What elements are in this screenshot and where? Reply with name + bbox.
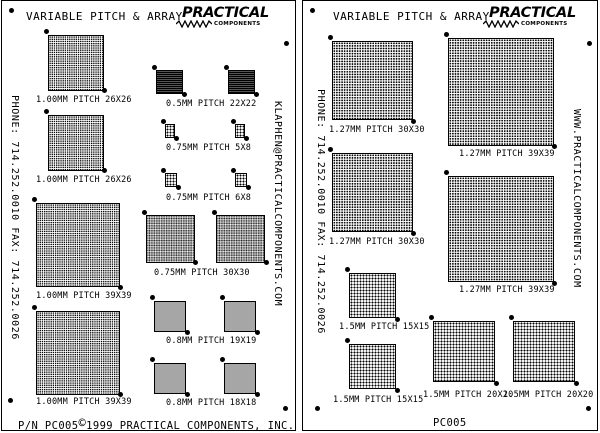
array-label: 0.75MM PITCH 6X8 <box>166 193 252 203</box>
phone-fax-text: PHONE: 714.252.0010 FAX: 714.252.0026 <box>9 95 20 340</box>
array-1.5mm-15x15-b <box>349 344 396 389</box>
fiducial-mark <box>429 315 434 320</box>
fiducial-mark <box>231 119 236 124</box>
logo-main-text: PRACTICAL <box>182 5 269 21</box>
fiducial-mark <box>328 35 333 40</box>
array-1.27mm-30x30-a <box>332 41 413 120</box>
array-label: 0.8MM PITCH 18X18 <box>166 398 257 408</box>
array-0.75mm-5x8-b <box>235 124 245 138</box>
mounting-hole <box>310 8 315 13</box>
fiducial-mark <box>161 119 166 124</box>
fiducial-mark <box>255 330 260 335</box>
array-0.8mm-18x18-a <box>154 363 186 394</box>
array-1mm-39x39-b <box>36 311 120 395</box>
practical-components-logo <box>176 5 269 30</box>
fiducial-mark <box>176 185 181 190</box>
copyright-mark: © <box>78 416 87 430</box>
board-footer <box>18 416 295 432</box>
array-1.5mm-20x20-b <box>513 321 575 382</box>
fiducial-mark <box>220 357 225 362</box>
array-0.8mm-19x19-a <box>154 301 186 332</box>
fiducial-mark <box>345 338 350 343</box>
fiducial-mark <box>395 388 400 393</box>
fiducial-mark <box>411 231 416 236</box>
array-label: 0.75MM PITCH 5X8 <box>166 143 252 153</box>
board-footer: PC005 <box>433 417 467 429</box>
logo-wave-icon <box>176 20 212 28</box>
mounting-hole <box>315 406 320 411</box>
fiducial-mark <box>411 119 416 124</box>
array-label: 0.75MM PITCH 30X30 <box>154 268 250 278</box>
fiducial-mark <box>224 65 229 70</box>
fiducial-mark <box>44 29 49 34</box>
fiducial-mark <box>246 185 251 190</box>
fiducial-mark <box>231 168 236 173</box>
array-label: 0.5MM PITCH 22X22 <box>166 99 257 109</box>
array-label: 1.00MM PITCH 39X39 <box>36 291 132 301</box>
logo-sub-text: COMPONENTS <box>521 21 568 27</box>
fiducial-mark <box>182 92 187 97</box>
fiducial-mark <box>32 305 37 310</box>
fiducial-mark <box>328 147 333 152</box>
array-label: 1.5MM PITCH 20X20 <box>503 390 594 400</box>
logo-sub-text: COMPONENTS <box>214 21 261 27</box>
fiducial-mark <box>212 210 217 215</box>
fiducial-mark <box>118 285 123 290</box>
array-1mm-39x39-a <box>36 203 120 287</box>
fiducial-mark <box>193 260 198 265</box>
fiducial-mark <box>255 392 260 397</box>
test-board-right <box>302 0 598 431</box>
phone-fax-text: PHONE: 714.252.0010 FAX: 714.252.0026 <box>315 89 326 334</box>
fiducial-mark <box>185 330 190 335</box>
array-label: 1.00MM PITCH 26X26 <box>36 95 132 105</box>
email-text: KLAPHEN@PRACTICALCOMPONENTS.COM <box>272 101 283 307</box>
array-label: 1.27MM PITCH 30X30 <box>329 237 425 247</box>
fiducial-mark <box>244 136 249 141</box>
mounting-hole <box>283 406 288 411</box>
array-0.75mm-6x8-a <box>165 173 177 187</box>
fiducial-mark <box>444 170 449 175</box>
fiducial-mark <box>161 168 166 173</box>
array-1.5mm-20x20-a <box>433 321 495 382</box>
website-text: WWW.PRACTICALCOMPONENTS.COM <box>571 109 582 288</box>
fiducial-mark <box>185 392 190 397</box>
array-label: 0.8MM PITCH 19X19 <box>166 336 257 346</box>
mounting-hole <box>587 41 592 46</box>
board-title: VARIABLE PITCH & ARRAY <box>26 10 183 23</box>
mounting-hole <box>9 8 14 13</box>
array-label: 1.27MM PITCH 39X39 <box>459 285 555 295</box>
fiducial-mark <box>254 92 259 97</box>
array-0.75mm-6x8-b <box>235 173 247 187</box>
array-label: 1.5MM PITCH 15X15 <box>333 395 424 405</box>
array-0.8mm-19x19-b <box>224 301 256 332</box>
fiducial-mark <box>102 168 107 173</box>
array-label: 1.27MM PITCH 30X30 <box>329 125 425 135</box>
test-board-left <box>1 0 296 431</box>
array-1.27mm-39x39-a <box>448 38 554 146</box>
mounting-hole <box>586 406 591 411</box>
array-1mm-26x26-a <box>48 35 104 91</box>
fiducial-mark <box>142 210 147 215</box>
logo-wave-icon <box>483 20 519 28</box>
fiducial-mark <box>150 357 155 362</box>
array-0.5mm-22x22-b <box>228 70 255 94</box>
part-number: P/N PC005 <box>18 420 79 432</box>
array-label: 1.5MM PITCH 15X15 <box>339 322 430 332</box>
fiducial-mark <box>444 32 449 37</box>
practical-components-logo <box>483 5 576 30</box>
fiducial-mark <box>494 381 499 386</box>
array-0.75mm-30x30-b <box>216 215 265 263</box>
array-1mm-26x26-b <box>48 115 104 171</box>
logo-main-text: PRACTICAL <box>489 5 576 21</box>
array-0.5mm-22x22-a <box>156 70 183 94</box>
array-label: 1.00MM PITCH 39X39 <box>36 397 132 407</box>
array-label: 1.5MM PITCH 20X20 <box>423 390 514 400</box>
array-1.5mm-15x15-a <box>349 273 396 318</box>
fiducial-mark <box>509 315 514 320</box>
array-label: 1.27MM PITCH 39X39 <box>459 149 555 159</box>
fiducial-mark <box>574 381 579 386</box>
fiducial-mark <box>44 109 49 114</box>
fiducial-mark <box>102 88 107 93</box>
mounting-hole <box>284 41 289 46</box>
array-0.8mm-18x18-b <box>224 363 256 394</box>
fiducial-mark <box>264 260 269 265</box>
board-title: VARIABLE PITCH & ARRAY <box>333 10 490 23</box>
mounting-hole <box>8 398 13 403</box>
copyright-text: 1999 PRACTICAL COMPONENTS, INC. <box>86 420 295 432</box>
array-1.27mm-39x39-b <box>448 176 554 282</box>
array-0.75mm-30x30-a <box>146 215 195 263</box>
fiducial-mark <box>150 295 155 300</box>
fiducial-mark <box>345 267 350 272</box>
array-1.27mm-30x30-b <box>332 153 413 232</box>
fiducial-mark <box>32 197 37 202</box>
fiducial-mark <box>174 136 179 141</box>
fiducial-mark <box>220 295 225 300</box>
fiducial-mark <box>152 65 157 70</box>
array-label: 1.00MM PITCH 26X26 <box>36 175 132 185</box>
array-0.75mm-5x8-a <box>165 124 175 138</box>
